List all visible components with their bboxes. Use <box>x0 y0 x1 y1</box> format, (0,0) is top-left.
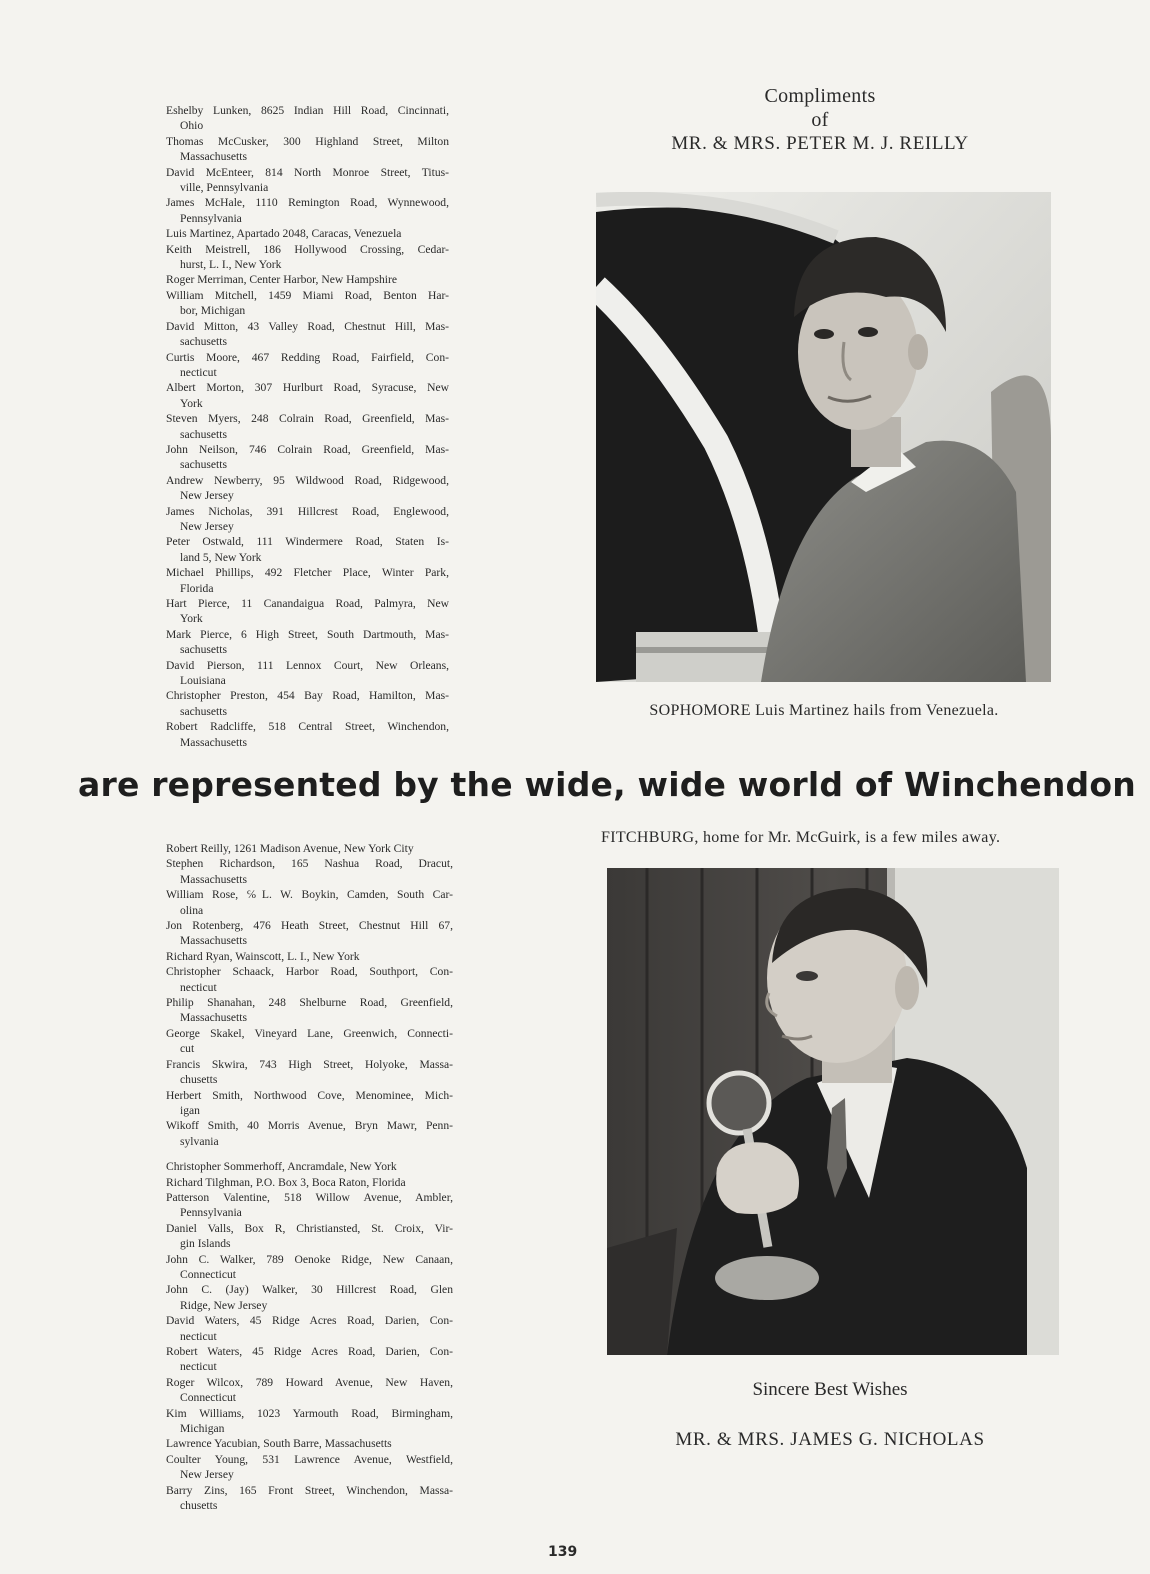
address-entry <box>166 1313 453 1344</box>
address-continuation: sylvania <box>180 1134 219 1148</box>
address-entry <box>166 165 449 196</box>
address-entry <box>166 242 449 273</box>
address-entry <box>166 627 449 658</box>
address-entry <box>166 1252 453 1283</box>
address-line: Barry Zins, 165 Front Street, Winchendon, Massa- <box>166 1483 453 1497</box>
address-continuation: sachusetts <box>180 643 228 657</box>
address-line: Curtis Moore, 467 Redding Road, Fairfield, Con- <box>166 350 449 364</box>
address-continuation: sachusetts <box>180 458 228 472</box>
address-line: Christopher Schaack, Harbor Road, Southport, Con- <box>166 965 453 979</box>
address-entry <box>166 565 449 596</box>
address-line: Robert Waters, 45 Ridge Acres Road, Darien, Con- <box>166 1345 453 1358</box>
address-entry <box>166 195 449 226</box>
compliments-of: of <box>811 109 829 131</box>
address-entry <box>166 272 449 287</box>
address-entry <box>166 964 453 995</box>
address-list-top <box>166 103 449 750</box>
address-entry <box>166 1088 453 1119</box>
address-continuation: Massachusetts <box>180 1011 247 1025</box>
address-entry <box>166 841 453 856</box>
address-line: Mark Pierce, 6 High Street, South Dartmouth, Mas- <box>166 627 449 641</box>
address-entry <box>166 350 449 381</box>
address-continuation: necticut <box>180 1329 217 1343</box>
address-continuation: Connecticut <box>180 1267 237 1281</box>
address-line: Richard Tilghman, P.O. Box 3, Boca Raton, Florida <box>166 1175 406 1189</box>
address-line: Philip Shanahan, 248 Shelburne Road, Greenfield, <box>166 996 453 1010</box>
address-continuation: Massachusetts <box>180 934 247 948</box>
address-continuation: Ridge, New Jersey <box>180 1298 268 1312</box>
address-entry <box>166 596 449 627</box>
address-continuation: bor, Michigan <box>180 304 246 318</box>
compliments-names-nicholas: MR. & MRS. JAMES G. NICHOLAS <box>675 1429 985 1450</box>
address-continuation: New Jersey <box>180 519 234 533</box>
address-continuation: Louisiana <box>180 674 226 688</box>
address-continuation: ville, Pennsylvania <box>180 181 269 195</box>
address-entry <box>166 1057 453 1088</box>
photo-mcguirk <box>607 868 1059 1355</box>
address-line: Patterson Valentine, 518 Willow Avenue, Ambler, <box>166 1190 453 1204</box>
address-line: David Waters, 45 Ridge Acres Road, Darien, Con- <box>166 1314 453 1328</box>
address-entry <box>166 134 449 165</box>
address-line: Robert Reilly, 1261 Madison Avenue, New York City <box>166 842 414 855</box>
address-entry <box>166 1483 453 1514</box>
address-entry <box>166 1118 453 1149</box>
address-continuation: Pennsylvania <box>180 1206 242 1220</box>
address-line: John C. (Jay) Walker, 30 Hillcrest Road, Glen <box>166 1283 453 1297</box>
address-continuation: Massachusetts <box>180 872 247 886</box>
compliments-nicholas <box>600 1378 1060 1452</box>
best-wishes-line: Sincere Best Wishes <box>752 1379 908 1400</box>
address-continuation: Massachusetts <box>180 150 247 164</box>
address-line: Thomas McCusker, 300 Highland Street, Milton <box>166 134 449 148</box>
address-continuation: necticut <box>180 1360 217 1374</box>
address-continuation: sachusetts <box>180 427 228 441</box>
address-entry <box>166 918 453 949</box>
address-continuation: chusetts <box>180 1499 218 1513</box>
address-list-bottom <box>166 841 453 1513</box>
address-entry <box>166 319 449 350</box>
compliments-names: MR. & MRS. PETER M. J. REILLY <box>671 133 969 154</box>
address-entry <box>166 1406 453 1437</box>
address-entry <box>166 1452 453 1483</box>
address-continuation: York <box>180 396 203 410</box>
address-entry <box>166 288 449 319</box>
address-line: Eshelby Lunken, 8625 Indian Hill Road, Cincinnati, <box>166 104 449 117</box>
address-line: Stephen Richardson, 165 Nashua Road, Dracut, <box>166 857 453 871</box>
address-continuation: Massachusetts <box>180 735 247 749</box>
address-line: Coulter Young, 531 Lawrence Avenue, Westfield, <box>166 1452 453 1466</box>
address-entry <box>166 887 453 918</box>
address-continuation: olina <box>180 903 204 917</box>
address-line: Richard Ryan, Wainscott, L. I., New York <box>166 949 360 963</box>
address-line: Christopher Preston, 454 Bay Road, Hamilton, Mas- <box>166 689 449 703</box>
address-line: William Mitchell, 1459 Miami Road, Benton Har- <box>166 288 449 302</box>
address-entry <box>166 226 449 241</box>
address-entry <box>166 1190 453 1221</box>
address-line: Daniel Valls, Box R, Christiansted, St. Croix, Vir- <box>166 1221 453 1235</box>
page-headline: are represented by the wide, wide world of Winchendon <box>78 765 1136 804</box>
address-continuation: chusetts <box>180 1073 218 1087</box>
address-entry <box>166 534 449 565</box>
address-entry <box>166 1026 453 1057</box>
address-entry <box>166 411 449 442</box>
address-entry <box>166 1344 453 1375</box>
address-line: Kim Williams, 1023 Yarmouth Road, Birmingham, <box>166 1406 453 1420</box>
address-entry <box>166 719 449 750</box>
address-line: Roger Wilcox, 789 Howard Avenue, New Haven, <box>166 1375 453 1389</box>
address-line: James Nicholas, 391 Hillcrest Road, Englewood, <box>166 504 449 518</box>
address-line: David McEnteer, 814 North Monroe Street, Titus- <box>166 165 449 179</box>
address-line: Albert Morton, 307 Hurlburt Road, Syracuse, New <box>166 381 449 395</box>
photo-caption-mcguirk: FITCHBURG, home for Mr. McGuirk, is a few miles away. <box>601 829 1001 846</box>
address-entry <box>166 1159 453 1174</box>
compliments-reilly <box>620 84 1020 156</box>
address-entry <box>166 380 449 411</box>
address-entry <box>166 1375 453 1406</box>
address-continuation: cut <box>180 1042 195 1056</box>
address-line: Keith Meistrell, 186 Hollywood Crossing, Cedar- <box>166 242 449 256</box>
address-continuation: hurst, L. I., New York <box>180 258 282 272</box>
address-line: Christopher Sommerhoff, Ancramdale, New York <box>166 1160 397 1174</box>
address-continuation: igan <box>180 1103 200 1117</box>
address-continuation: necticut <box>180 365 217 379</box>
photo-caption-martinez: SOPHOMORE Luis Martinez hails from Venezuela. <box>649 702 999 719</box>
address-continuation: sachusetts <box>180 704 228 718</box>
address-line: Lawrence Yacubian, South Barre, Massachusetts <box>166 1437 392 1451</box>
address-line: Andrew Newberry, 95 Wildwood Road, Ridgewood, <box>166 473 449 487</box>
address-line: William Rose, ℅L. W. Boykin, Camden, South Car- <box>166 888 453 902</box>
address-continuation: necticut <box>180 980 217 994</box>
address-line: Michael Phillips, 492 Fletcher Place, Winter Park, <box>166 566 449 580</box>
address-line: Steven Myers, 248 Colrain Road, Greenfield, Mas- <box>166 412 449 426</box>
address-entry <box>166 473 449 504</box>
address-continuation: Connecticut <box>180 1391 237 1405</box>
address-entry <box>166 504 449 535</box>
address-line: George Skakel, Vineyard Lane, Greenwich, Connecti- <box>166 1026 453 1040</box>
address-continuation: Michigan <box>180 1422 225 1436</box>
photo-martinez-illustration <box>596 192 1051 682</box>
address-line: David Pierson, 111 Lennox Court, New Orleans, <box>166 658 449 672</box>
address-entry <box>166 103 449 134</box>
address-line: Hart Pierce, 11 Canandaigua Road, Palmyra, New <box>166 597 449 610</box>
address-continuation: New Jersey <box>180 489 234 503</box>
address-line: Jon Rotenberg, 476 Heath Street, Chestnut Hill 67, <box>166 919 453 933</box>
address-entry <box>166 442 449 473</box>
address-continuation: sachusetts <box>180 335 228 349</box>
address-continuation: Pennsylvania <box>180 211 242 225</box>
address-entry <box>166 1175 453 1190</box>
photo-mcguirk-illustration <box>607 868 1059 1355</box>
address-entry <box>166 856 453 887</box>
address-continuation: New Jersey <box>180 1468 234 1482</box>
address-line: Luis Martinez, Apartado 2048, Caracas, Venezuela <box>166 227 402 241</box>
page-number: 139 <box>548 1544 578 1560</box>
address-entry <box>166 995 453 1026</box>
address-line: Wikoff Smith, 40 Morris Avenue, Bryn Mawr, Penn- <box>166 1119 453 1133</box>
photo-luis-martinez <box>596 192 1051 682</box>
address-group-a <box>166 841 453 1149</box>
address-line: Robert Radcliffe, 518 Central Street, Winchendon, <box>166 720 449 734</box>
address-continuation: York <box>180 612 203 626</box>
address-continuation: land 5, New York <box>180 550 262 564</box>
address-line: Herbert Smith, Northwood Cove, Menominee, Mich- <box>166 1088 453 1102</box>
address-continuation: gin Islands <box>180 1237 231 1251</box>
address-line: David Mitton, 43 Valley Road, Chestnut Hill, Mas- <box>166 319 449 333</box>
address-continuation: Florida <box>180 581 214 595</box>
address-continuation: Ohio <box>180 119 204 133</box>
compliments-line: Compliments <box>764 85 876 107</box>
address-entry <box>166 658 449 689</box>
address-group-b <box>166 1159 453 1513</box>
address-line: Roger Merriman, Center Harbor, New Hampshire <box>166 273 398 287</box>
address-entry <box>166 1436 453 1451</box>
address-entry <box>166 688 449 719</box>
address-entry <box>166 949 453 964</box>
address-line: John C. Walker, 789 Oenoke Ridge, New Canaan, <box>166 1252 453 1266</box>
address-entry <box>166 1282 453 1313</box>
address-entry <box>166 1221 453 1252</box>
address-line: James McHale, 1110 Remington Road, Wynnewood, <box>166 196 449 210</box>
address-line: John Neilson, 746 Colrain Road, Greenfield, Mas- <box>166 442 449 456</box>
address-line: Peter Ostwald, 111 Windermere Road, Staten Is- <box>166 535 449 549</box>
address-line: Francis Skwira, 743 High Street, Holyoke, Massa- <box>166 1057 453 1071</box>
